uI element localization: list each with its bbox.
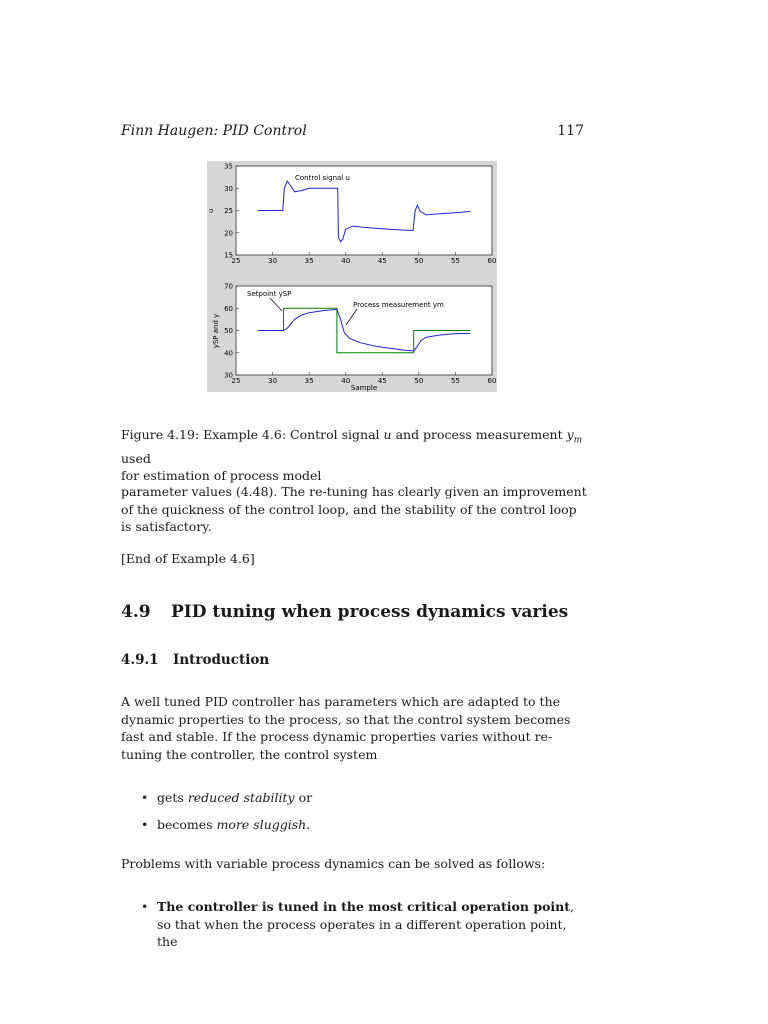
y-tick-label: 50 [224,327,233,335]
x-tick-label: 45 [377,377,387,385]
caption-subscript: m [573,435,583,446]
x-tick-label: 60 [487,257,497,265]
section-number: 4.9 [121,602,151,622]
section-title: PID tuning when process dynamics varies [171,602,569,622]
plot-bottom-ylabel: ySP and y [212,313,220,349]
x-tick-label: 55 [450,257,460,265]
x-tick-label: 35 [304,257,314,265]
y-tick-label: 15 [224,251,233,260]
paragraph-introduction: A well tuned PID controller has parameters which are adapted to the dynamic properties to the process, so that the control system becomes fast and stable. If the process dynamic properties varies without re-tuning the controller, the control system [121,694,571,762]
list-item-text: or [294,790,313,805]
plot-bottom-xlabel: Sample [350,384,378,392]
caption-symbol-u: u [383,427,392,442]
paragraph-problems: Problems with variable process dynamics can be solved as follows: [121,856,546,871]
x-tick-label: 45 [377,257,387,265]
x-tick-label: 30 [268,377,278,385]
list-item-bold: The controller is tuned in the most critical operation point [157,899,571,914]
list-item-emphasis: reduced stability [187,790,295,805]
paragraph-end-example: [End of Example 4.6] [121,551,255,566]
figure-4-19 [207,161,497,392]
y-tick-label: 35 [224,162,233,171]
caption-text: Figure 4.19: Example 4.6: Control signal [121,427,384,442]
caption-text: and process measurement [391,427,567,442]
y-tick-label: 70 [224,282,233,291]
bullet-icon: • [141,817,149,832]
x-tick-label: 60 [487,377,497,385]
list-item [141,789,587,807]
list-item [141,816,587,834]
bullet-icon: • [141,899,149,914]
caption-symbol-y: y [566,427,574,442]
subsection-title: Introduction [173,652,270,668]
list-item-text: gets [157,790,188,805]
plot-top-annotation: Control signal u [295,174,350,182]
bullet-icon: • [141,790,149,805]
x-tick-label: 50 [414,257,424,265]
annotation-setpoint: Setpoint ySP [247,290,292,298]
subsection-number: 4.9.1 [121,652,159,668]
y-tick-label: 20 [224,229,233,238]
x-tick-label: 40 [341,257,351,265]
y-tick-label: 30 [224,371,233,380]
figure-plots [207,161,497,392]
subsection-heading [121,652,269,668]
paragraph-retuning: parameter values (4.48). The re-tuning has clearly given an improvement of the quickness of the control loop, and the stability of the control loop is satisfactory. [121,484,587,534]
figure-caption [121,426,587,484]
list-item-text: . [306,817,311,832]
x-tick-label: 50 [414,377,424,385]
caption-text: used [121,450,151,466]
annotation-process-measurement: Process measurement ym [353,301,444,309]
list-item-text: , so that when the process operates in a different operation point, the [157,899,574,949]
y-tick-label: 40 [224,349,233,358]
list-item-emphasis: more sluggish [216,817,307,832]
y-tick-label: 25 [224,207,233,215]
y-tick-label: 30 [224,184,233,193]
x-tick-label: 55 [450,377,460,385]
y-tick-label: 60 [224,304,233,313]
x-tick-label: 25 [231,377,241,385]
running-header: Finn Haugen: PID Control [121,123,307,139]
plot-top-ylabel: u [207,208,215,213]
x-tick-label: 35 [304,377,314,385]
list-item-text: becomes [157,817,217,832]
x-tick-label: 40 [341,377,351,385]
list-item [141,898,587,951]
page-number: 117 [557,123,584,139]
section-heading [121,602,568,622]
caption-line-2: for estimation of process model [121,467,322,483]
x-tick-label: 30 [268,257,278,265]
x-tick-label: 25 [231,257,241,265]
